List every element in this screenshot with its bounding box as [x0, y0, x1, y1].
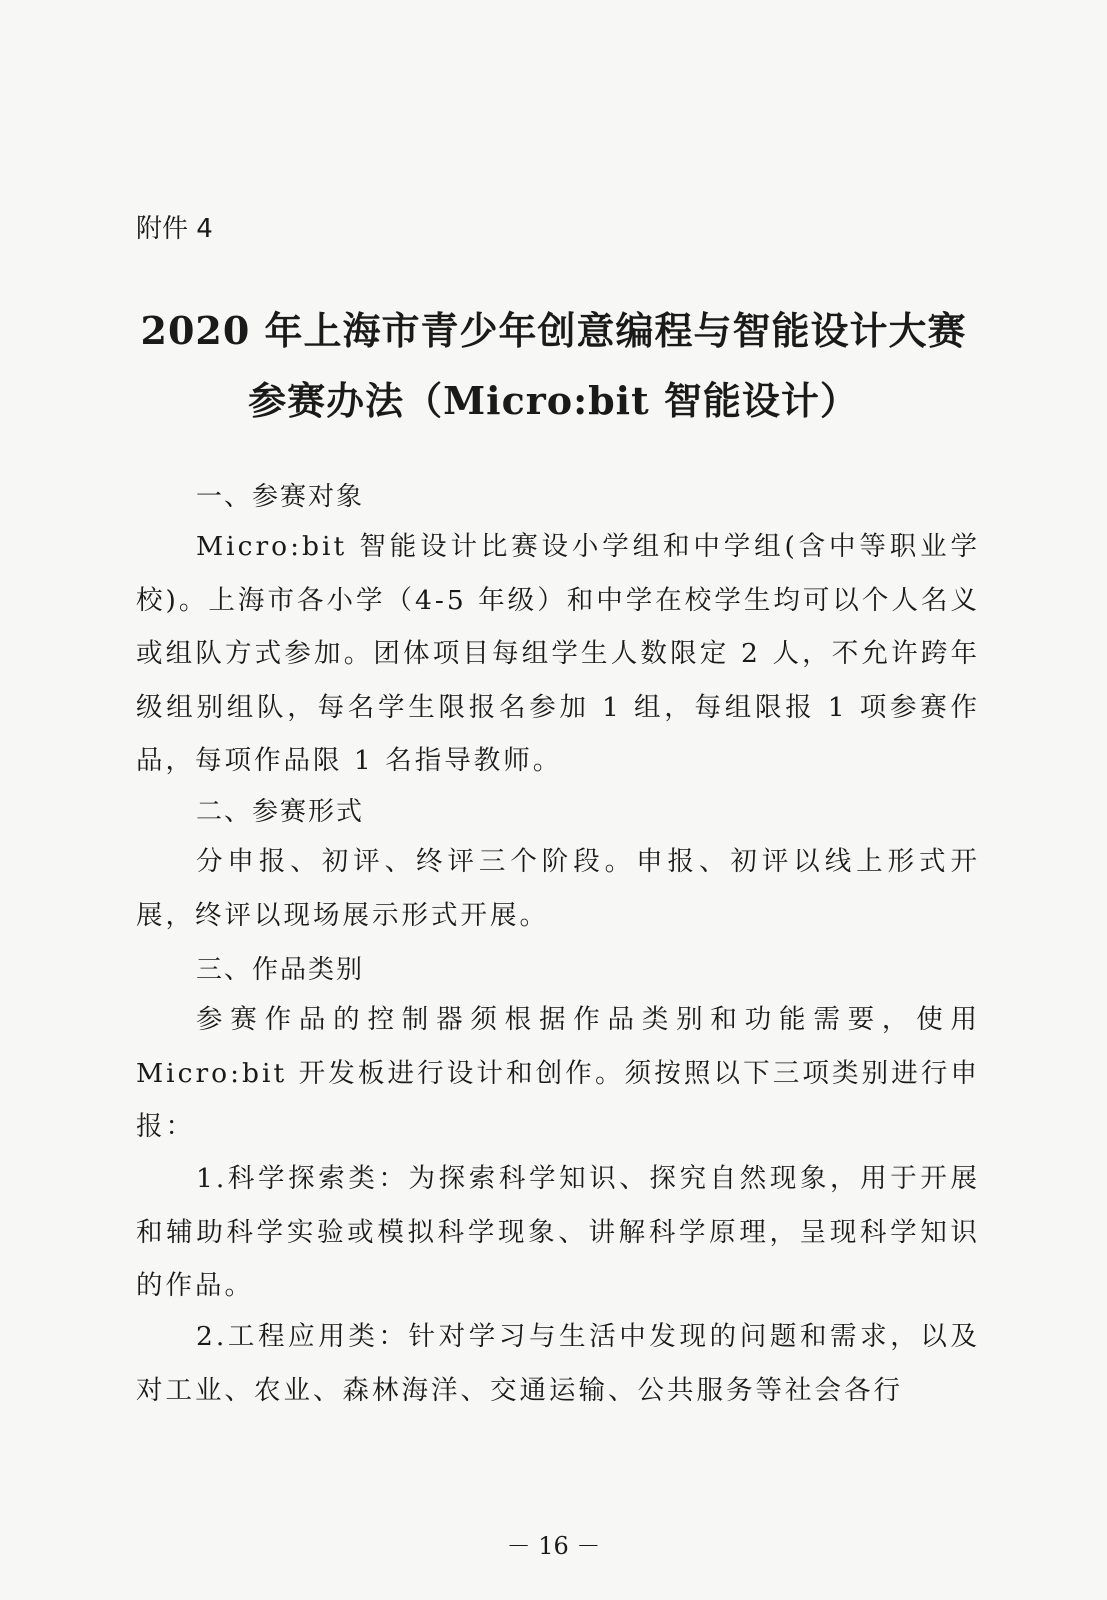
paragraph-format: 分申报、初评、终评三个阶段。申报、初评以线上形式开展，终评以现场展示形式开展。 — [136, 846, 980, 931]
section-heading-format: 二、参赛形式 — [196, 797, 365, 827]
page-number: － 16 － — [506, 1532, 601, 1560]
attachment-label: 附件 4 — [136, 214, 213, 244]
section-heading-categories: 三、作品类别 — [196, 955, 365, 985]
paragraph-categories-intro: 参赛作品的控制器须根据作品类别和功能需要，使用 Micro:bit 开发板进行设计和创作。须按照以下三项类别进行申报： — [136, 1004, 980, 1142]
paragraph-participants: Micro:bit 智能设计比赛设小学组和中学组(含中等职业学校)。上海市各小学（4-5 年级）和中学在校学生均可以个人名义或组队方式参加。团体项目每组学生人数限定 2 人，不允许跨年级组别组队，每名学生限报名参加 1 组，每组限报 1 项参赛作品，每项作品限 1 名指导教师。 — [136, 531, 980, 776]
paragraph-category-science: 1.科学探索类：为探索科学知识、探究自然现象，用于开展和辅助科学实验或模拟科学现象、讲解科学原理，呈现科学知识的作品。 — [136, 1163, 980, 1301]
section-heading-participants: 一、参赛对象 — [196, 482, 365, 512]
document-title-line-1: 2020 年上海市青少年创意编程与智能设计大赛 — [140, 308, 967, 353]
document-title-line-2: 参赛办法（Micro:bit 智能设计） — [248, 378, 859, 423]
paragraph-category-engineering: 2.工程应用类：针对学习与生活中发现的问题和需求，以及对工业、农业、森林海洋、交通运输、公共服务等社会各行 — [136, 1321, 980, 1406]
